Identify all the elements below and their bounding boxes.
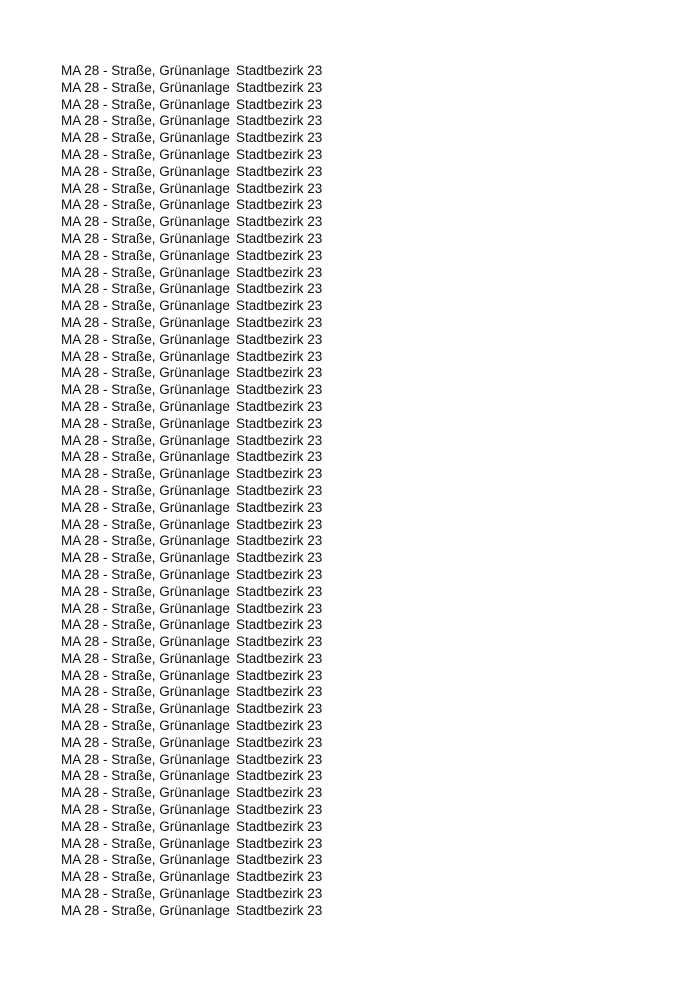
district-cell: Stadtbezirk 23 bbox=[236, 886, 323, 902]
table-row bbox=[61, 349, 322, 366]
maintainer-cell: MA 28 - Straße, Grünanlage bbox=[61, 96, 230, 112]
table-row bbox=[61, 197, 322, 214]
table-row bbox=[61, 752, 322, 769]
maintainer-cell: MA 28 - Straße, Grünanlage bbox=[61, 63, 230, 78]
table-row bbox=[61, 852, 322, 869]
maintainer-cell: MA 28 - Straße, Grünanlage bbox=[61, 365, 230, 381]
district-cell: Stadtbezirk 23 bbox=[236, 835, 323, 851]
maintainer-cell: MA 28 - Straße, Grünanlage bbox=[61, 886, 230, 902]
table-row bbox=[61, 684, 322, 701]
district-cell: Stadtbezirk 23 bbox=[236, 583, 323, 599]
district-cell: Stadtbezirk 23 bbox=[236, 180, 323, 196]
district-cell: Stadtbezirk 23 bbox=[236, 550, 323, 566]
district-cell: Stadtbezirk 23 bbox=[236, 63, 323, 78]
table-row bbox=[61, 399, 322, 416]
maintainer-cell: MA 28 - Straße, Grünanlage bbox=[61, 667, 230, 683]
table-row bbox=[61, 466, 322, 483]
district-cell: Stadtbezirk 23 bbox=[236, 785, 323, 801]
table-row bbox=[61, 97, 322, 114]
table-row bbox=[61, 550, 322, 567]
district-cell: Stadtbezirk 23 bbox=[236, 415, 323, 431]
district-cell: Stadtbezirk 23 bbox=[236, 852, 323, 868]
table-row bbox=[61, 164, 322, 181]
maintainer-cell: MA 28 - Straße, Grünanlage bbox=[61, 449, 230, 465]
district-cell: Stadtbezirk 23 bbox=[236, 802, 323, 818]
maintainer-cell: MA 28 - Straße, Grünanlage bbox=[61, 718, 230, 734]
table-row bbox=[61, 80, 322, 97]
table-row bbox=[61, 718, 322, 735]
district-cell: Stadtbezirk 23 bbox=[236, 869, 323, 885]
district-cell: Stadtbezirk 23 bbox=[236, 466, 323, 482]
table-row bbox=[61, 130, 322, 147]
maintainer-cell: MA 28 - Straße, Grünanlage bbox=[61, 482, 230, 498]
maintainer-cell: MA 28 - Straße, Grünanlage bbox=[61, 701, 230, 717]
table-row bbox=[61, 735, 322, 752]
maintainer-cell: MA 28 - Straße, Grünanlage bbox=[61, 130, 230, 146]
maintainer-cell: MA 28 - Straße, Grünanlage bbox=[61, 785, 230, 801]
table-row bbox=[61, 433, 322, 450]
district-cell: Stadtbezirk 23 bbox=[236, 298, 323, 314]
maintainer-cell: MA 28 - Straße, Grünanlage bbox=[61, 734, 230, 750]
maintainer-cell: MA 28 - Straße, Grünanlage bbox=[61, 281, 230, 297]
maintainer-cell: MA 28 - Straße, Grünanlage bbox=[61, 197, 230, 213]
row-list bbox=[61, 63, 322, 920]
maintainer-cell: MA 28 - Straße, Grünanlage bbox=[61, 634, 230, 650]
table-row bbox=[61, 248, 322, 265]
maintainer-cell: MA 28 - Straße, Grünanlage bbox=[61, 550, 230, 566]
district-cell: Stadtbezirk 23 bbox=[236, 247, 323, 263]
maintainer-cell: MA 28 - Straße, Grünanlage bbox=[61, 247, 230, 263]
district-cell: Stadtbezirk 23 bbox=[236, 701, 323, 717]
table-row bbox=[61, 147, 322, 164]
table-row bbox=[61, 869, 322, 886]
district-cell: Stadtbezirk 23 bbox=[236, 566, 323, 582]
district-cell: Stadtbezirk 23 bbox=[236, 432, 323, 448]
district-cell: Stadtbezirk 23 bbox=[236, 634, 323, 650]
district-cell: Stadtbezirk 23 bbox=[236, 499, 323, 515]
district-cell: Stadtbezirk 23 bbox=[236, 314, 323, 330]
district-cell: Stadtbezirk 23 bbox=[236, 197, 323, 213]
district-cell: Stadtbezirk 23 bbox=[236, 533, 323, 549]
maintainer-cell: MA 28 - Straße, Grünanlage bbox=[61, 600, 230, 616]
maintainer-cell: MA 28 - Straße, Grünanlage bbox=[61, 617, 230, 633]
table-row bbox=[61, 836, 322, 853]
district-cell: Stadtbezirk 23 bbox=[236, 96, 323, 112]
district-cell: Stadtbezirk 23 bbox=[236, 398, 323, 414]
maintainer-cell: MA 28 - Straße, Grünanlage bbox=[61, 230, 230, 246]
district-cell: Stadtbezirk 23 bbox=[236, 130, 323, 146]
table-row bbox=[61, 651, 322, 668]
maintainer-cell: MA 28 - Straße, Grünanlage bbox=[61, 902, 230, 918]
maintainer-cell: MA 28 - Straße, Grünanlage bbox=[61, 382, 230, 398]
table-row bbox=[61, 298, 322, 315]
district-cell: Stadtbezirk 23 bbox=[236, 751, 323, 767]
district-cell: Stadtbezirk 23 bbox=[236, 902, 323, 918]
district-cell: Stadtbezirk 23 bbox=[236, 348, 323, 364]
table-row bbox=[61, 617, 322, 634]
district-cell: Stadtbezirk 23 bbox=[236, 734, 323, 750]
table-row bbox=[61, 483, 322, 500]
table-row bbox=[61, 668, 322, 685]
district-cell: Stadtbezirk 23 bbox=[236, 264, 323, 280]
district-cell: Stadtbezirk 23 bbox=[236, 600, 323, 616]
maintainer-cell: MA 28 - Straße, Grünanlage bbox=[61, 751, 230, 767]
maintainer-cell: MA 28 - Straße, Grünanlage bbox=[61, 298, 230, 314]
maintainer-cell: MA 28 - Straße, Grünanlage bbox=[61, 818, 230, 834]
table-row bbox=[61, 517, 322, 534]
table-row bbox=[61, 533, 322, 550]
district-cell: Stadtbezirk 23 bbox=[236, 163, 323, 179]
maintainer-cell: MA 28 - Straße, Grünanlage bbox=[61, 802, 230, 818]
table-row bbox=[61, 886, 322, 903]
table-row bbox=[61, 819, 322, 836]
maintainer-cell: MA 28 - Straße, Grünanlage bbox=[61, 79, 230, 95]
table-row bbox=[61, 315, 322, 332]
maintainer-cell: MA 28 - Straße, Grünanlage bbox=[61, 499, 230, 515]
district-cell: Stadtbezirk 23 bbox=[236, 684, 323, 700]
district-cell: Stadtbezirk 23 bbox=[236, 818, 323, 834]
maintainer-cell: MA 28 - Straße, Grünanlage bbox=[61, 314, 230, 330]
table-row bbox=[61, 382, 322, 399]
table-row bbox=[61, 449, 322, 466]
table-row bbox=[61, 281, 322, 298]
maintainer-cell: MA 28 - Straße, Grünanlage bbox=[61, 163, 230, 179]
maintainer-cell: MA 28 - Straße, Grünanlage bbox=[61, 516, 230, 532]
table-row bbox=[61, 416, 322, 433]
table-row bbox=[61, 63, 322, 80]
table-row bbox=[61, 768, 322, 785]
maintainer-cell: MA 28 - Straße, Grünanlage bbox=[61, 264, 230, 280]
maintainer-cell: MA 28 - Straße, Grünanlage bbox=[61, 415, 230, 431]
maintainer-cell: MA 28 - Straße, Grünanlage bbox=[61, 348, 230, 364]
district-cell: Stadtbezirk 23 bbox=[236, 113, 323, 129]
district-cell: Stadtbezirk 23 bbox=[236, 382, 323, 398]
district-cell: Stadtbezirk 23 bbox=[236, 768, 323, 784]
table-row bbox=[61, 785, 322, 802]
district-cell: Stadtbezirk 23 bbox=[236, 449, 323, 465]
table-row bbox=[61, 332, 322, 349]
table-row bbox=[61, 802, 322, 819]
maintainer-cell: MA 28 - Straße, Grünanlage bbox=[61, 113, 230, 129]
district-cell: Stadtbezirk 23 bbox=[236, 365, 323, 381]
district-cell: Stadtbezirk 23 bbox=[236, 516, 323, 532]
maintainer-cell: MA 28 - Straße, Grünanlage bbox=[61, 146, 230, 162]
table-row bbox=[61, 701, 322, 718]
district-cell: Stadtbezirk 23 bbox=[236, 617, 323, 633]
table-row bbox=[61, 567, 322, 584]
table-row bbox=[61, 265, 322, 282]
maintainer-cell: MA 28 - Straße, Grünanlage bbox=[61, 869, 230, 885]
table-row bbox=[61, 903, 322, 920]
maintainer-cell: MA 28 - Straße, Grünanlage bbox=[61, 432, 230, 448]
maintainer-cell: MA 28 - Straße, Grünanlage bbox=[61, 768, 230, 784]
maintainer-cell: MA 28 - Straße, Grünanlage bbox=[61, 398, 230, 414]
maintainer-cell: MA 28 - Straße, Grünanlage bbox=[61, 466, 230, 482]
maintainer-cell: MA 28 - Straße, Grünanlage bbox=[61, 852, 230, 868]
table-row bbox=[61, 113, 322, 130]
district-cell: Stadtbezirk 23 bbox=[236, 650, 323, 666]
district-cell: Stadtbezirk 23 bbox=[236, 79, 323, 95]
district-cell: Stadtbezirk 23 bbox=[236, 146, 323, 162]
maintainer-cell: MA 28 - Straße, Grünanlage bbox=[61, 214, 230, 230]
maintainer-cell: MA 28 - Straße, Grünanlage bbox=[61, 331, 230, 347]
maintainer-cell: MA 28 - Straße, Grünanlage bbox=[61, 583, 230, 599]
table-row bbox=[61, 601, 322, 618]
table-row bbox=[61, 500, 322, 517]
table-row bbox=[61, 231, 322, 248]
maintainer-cell: MA 28 - Straße, Grünanlage bbox=[61, 684, 230, 700]
district-cell: Stadtbezirk 23 bbox=[236, 214, 323, 230]
maintainer-cell: MA 28 - Straße, Grünanlage bbox=[61, 566, 230, 582]
table-row bbox=[61, 181, 322, 198]
table-row bbox=[61, 214, 322, 231]
district-cell: Stadtbezirk 23 bbox=[236, 718, 323, 734]
district-cell: Stadtbezirk 23 bbox=[236, 281, 323, 297]
table-row bbox=[61, 365, 322, 382]
table-row bbox=[61, 634, 322, 651]
maintainer-cell: MA 28 - Straße, Grünanlage bbox=[61, 533, 230, 549]
maintainer-cell: MA 28 - Straße, Grünanlage bbox=[61, 650, 230, 666]
maintainer-cell: MA 28 - Straße, Grünanlage bbox=[61, 180, 230, 196]
district-cell: Stadtbezirk 23 bbox=[236, 482, 323, 498]
maintainer-cell: MA 28 - Straße, Grünanlage bbox=[61, 835, 230, 851]
district-cell: Stadtbezirk 23 bbox=[236, 667, 323, 683]
table-row bbox=[61, 584, 322, 601]
district-cell: Stadtbezirk 23 bbox=[236, 331, 323, 347]
district-cell: Stadtbezirk 23 bbox=[236, 230, 323, 246]
